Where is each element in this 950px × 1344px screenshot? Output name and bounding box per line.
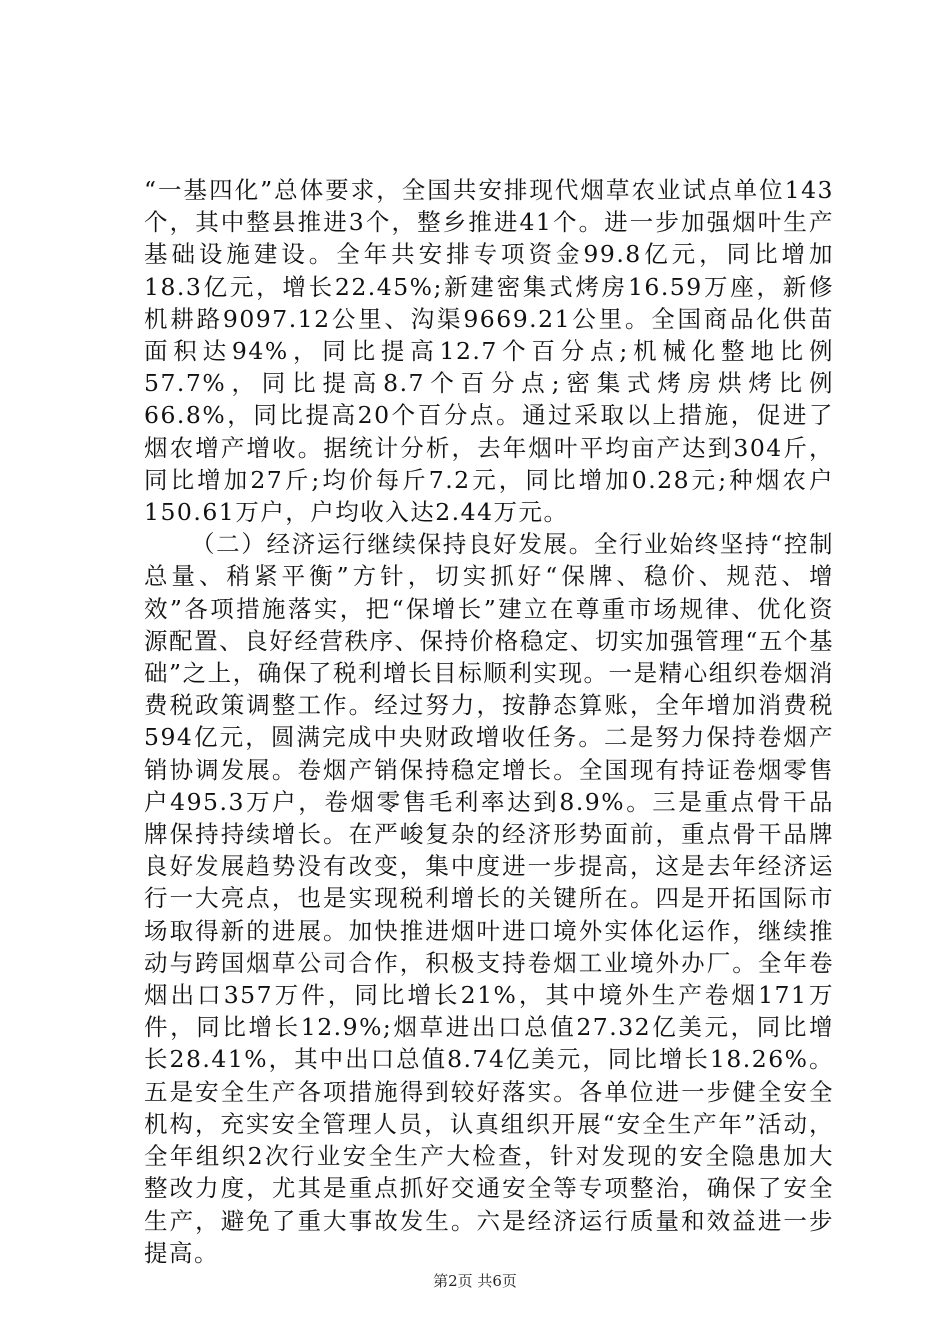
page-number-label: 第2页 共6页	[433, 1272, 517, 1290]
paragraph-economic-operation: （二）经济运行继续保持良好发展。全行业始终坚持“控制总量、稍紧平衡”方针，切实抓好“保牌、稳价、规范、增效”各项措施落实，把“保增长”建立在尊重市场规律、优化资源配置、良好经营秩序、保持价格稳定、切实加强管理“五个基础”之上，确保了税利增长目标顺利实现。一是精心组织卷烟消费税政策调整工作。经过努力，按静态算账，全年增加消费税594亿元，圆满完成中央财政增收任务。二是努力保持卷烟产销协调发展。卷烟产销保持稳定增长。全国现有持证卷烟零售户495.3万户，卷烟零售毛利率达到8.9%。三是重点骨干品牌保持持续增长。在严峻复杂的经济形势面前，重点骨干品牌良好发展趋势没有改变，集中度进一步提高，这是去年经济运行一大亮点，也是实现税利增长的关键所在。四是开拓国际市场取得新的进展。加快推进烟叶进口境外实体化运作，继续推动与跨国烟草公司合作，积极支持卷烟工业境外办厂。全年卷烟出口357万件，同比增长21%，其中境外生产卷烟171万件，同比增长12.9%;烟草进出口总值27.32亿美元，同比增长28.41%，其中出口总值8.74亿美元，同比增长18.26%。五是安全生产各项措施得到较好落实。各单位进一步健全安全机构，充实安全管理人员，认真组织开展“安全生产年”活动，全年组织2次行业安全生产大检查，针对发现的安全隐患加大整改力度，尤其是重点抓好交通安全等专项整治，确保了安全生产，避免了重大事故发生。六是经济运行质量和效益进一步提高。	[144, 530, 834, 1267]
document-body	[144, 174, 834, 1269]
page-footer	[0, 1271, 950, 1291]
paragraph-continued: “一基四化”总体要求，全国共安排现代烟草农业试点单位143个，其中整县推进3个，整乡推进41个。进一步加强烟叶生产基础设施建设。全年共安排专项资金99.8亿元，同比增加18.3亿元，增长22.45%;新建密集式烤房16.59万座，新修机耕路9097.12公里、沟渠9669.21公里。全国商品化供苗面积达94%，同比提高12.7个百分点;机械化整地比例57.7%，同比提高8.7个百分点;密集式烤房烘烤比例66.8%，同比提高20个百分点。通过采取以上措施，促进了烟农增产增收。据统计分析，去年烟叶平均亩产达到304斤，同比增加27斤;均价每斤7.2元，同比增加0.28元;种烟农户150.61万户，户均收入达2.44万元。	[144, 176, 834, 527]
